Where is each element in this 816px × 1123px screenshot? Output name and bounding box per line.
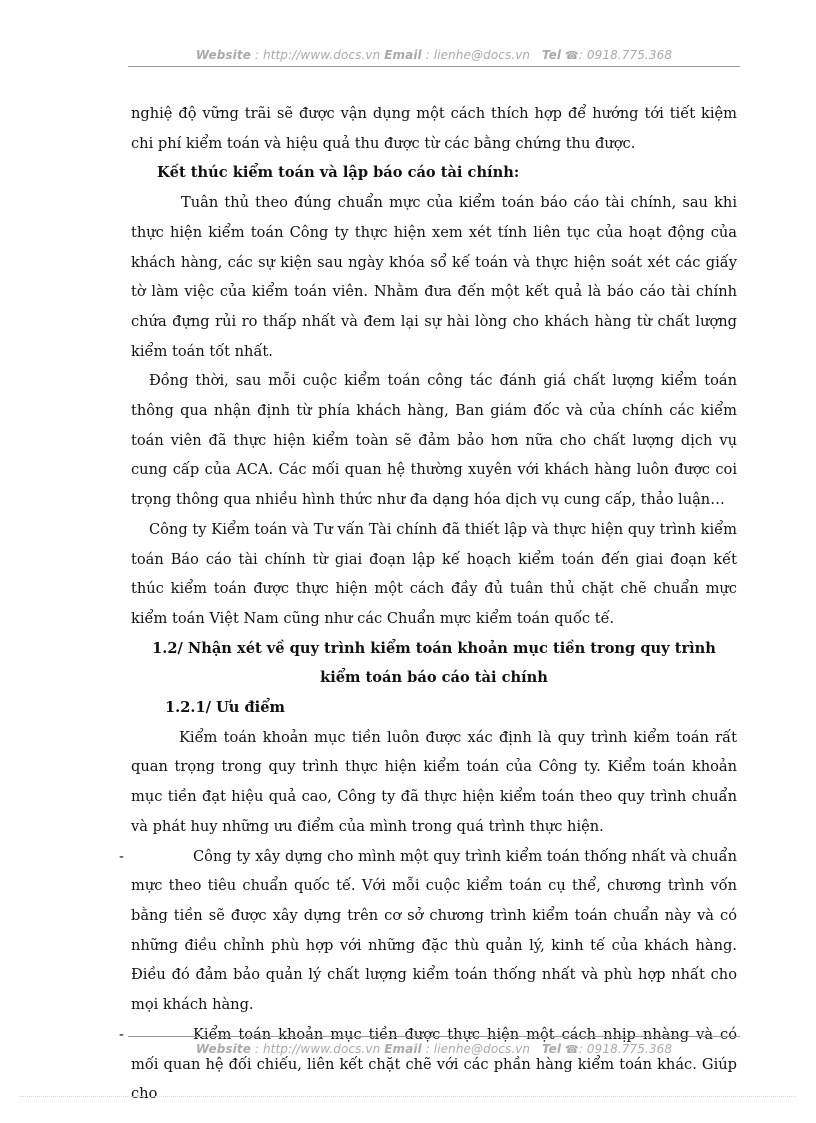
bullet-item-2: - Kiểm toán khoản mục tiền được thực hiện một cách nhịp nhàng và có mối quan hệ đối chiếu, liên kết chặt chẽ với các phần hàng kiểm toán khác. Giúp cho xyxy=(131,1020,737,1109)
paragraph-2: Tuân thủ theo đúng chuẩn mực của kiểm toán báo cáo tài chính, sau khi thực hiện kiểm toán Công ty thực hiện xem xét tính liên tục của hoạt động của khách hàng, các sự kiện sau ngày khóa sổ kế toán và thực hiện soát xét các giấy tờ làm việc của kiểm toán viên. Nhằm đưa đến một kết quả là báo cáo tài chính chứa đựng rủi ro thấp nhất và đem lại sự hài lòng cho khách hàng từ chất lượng kiểm toán tốt nhất. xyxy=(131,194,737,360)
footer-tel-label: Tel xyxy=(541,1042,562,1056)
footer-email-value[interactable]: lienhe@docs.vn xyxy=(433,1042,531,1056)
footer-email-label: Email xyxy=(384,1042,422,1056)
phone-icon: ☎ xyxy=(565,49,579,62)
paragraph-1: nghiệ độ vững trãi sẽ được vận dụng một cách thích hợp để hướng tới tiết kiệm chi phí kiểm toán và hiệu quả thu được từ các bằng chứng thu được. xyxy=(131,105,737,152)
page-footer: Website : http://www.docs.vn Email : lienhe@docs.vn Tel ☎: 0918.775.368 xyxy=(195,1042,673,1056)
header-rule xyxy=(128,66,740,67)
bullet-dash: - xyxy=(119,1025,124,1043)
header-email-label: Email xyxy=(384,48,422,62)
footer-website-label: Website xyxy=(195,1042,251,1056)
paragraph-5: Kiểm toán khoản mục tiền luôn được xác định là quy trình kiểm toán rất quan trọng trong quy trình thực hiện kiểm toán của Công ty. Kiểm toán khoản mục tiền đạt hiệu quả cao, Công ty đã thực hiện kiểm toán theo quy trình chuẩn và phát huy những ưu điểm của mình trong quá trình thực hiện. xyxy=(131,728,737,835)
section-heading-1-2: 1.2/ Nhận xét về quy trình kiểm toán khoản mục tiền trong quy trình kiểm toán báo cáo tài chính xyxy=(152,639,716,687)
section-heading-ket-thuc: Kết thúc kiểm toán và lập báo cáo tài chính: xyxy=(157,164,520,182)
phone-icon: ☎ xyxy=(565,1043,579,1056)
header-tel-value: 0918.775.368 xyxy=(586,48,673,62)
page-header: Website : http://www.docs.vn Email : lienhe@docs.vn Tel ☎: 0918.775.368 xyxy=(195,48,673,62)
document-body xyxy=(119,99,737,1109)
footer-tel-value: 0918.775.368 xyxy=(586,1042,673,1056)
header-website-label: Website xyxy=(195,48,251,62)
subsection-heading-1-2-1: 1.2.1/ Ưu điểm xyxy=(165,699,285,717)
footer-website-url[interactable]: http://www.docs.vn xyxy=(262,1042,381,1056)
bullet-item-1: - Công ty xây dựng cho mình một quy trình kiểm toán thống nhất và chuẩn mực theo tiêu chuẩn quốc tế. Với mỗi cuộc kiểm toán cụ thể, chương trình vốn bằng tiền sẽ được xây dựng trên cơ sở chương trình kiểm toán chuẩn này và có những điều chỉnh phù hợp với những đặc thù quản lý, kinh tế của khách hàng. Điều đó đảm bảo quản lý chất lượng kiểm toán thống nhất và phù hợp nhất cho mọi khách hàng. xyxy=(131,842,737,1020)
header-tel-label: Tel xyxy=(541,48,562,62)
page-bottom-dotted-line xyxy=(20,1096,796,1097)
bullet-dash: - xyxy=(119,847,124,865)
header-email-value[interactable]: lienhe@docs.vn xyxy=(433,48,531,62)
paragraph-3: Đồng thời, sau mỗi cuộc kiểm toán công tác đánh giá chất lượng kiểm toán thông qua nhận định từ phía khách hàng, Ban giám đốc và của chính các kiểm toán viên đã thực hiện kiểm toàn sẽ đảm bảo hơn nữa cho chất lượng dịch vụ cung cấp của ACA. Các mối quan hệ thường xuyên với khách hàng luôn được coi trọng thông qua nhiều hình thức như đa dạng hóa dịch vụ cung cấp, thảo luận… xyxy=(131,372,737,509)
header-website-url[interactable]: http://www.docs.vn xyxy=(262,48,381,62)
paragraph-4: Công ty Kiểm toán và Tư vấn Tài chính đã thiết lập và thực hiện quy trình kiểm toán Báo cáo tài chính từ giai đoạn lập kế hoạch kiểm toán đến giai đoạn kết thúc kiểm toán được thực hiện một cách đầy đủ tuân thủ chặt chẽ chuẩn mực kiểm toán Việt Nam cũng như các Chuẩn mực kiểm toán quốc tế. xyxy=(131,520,737,627)
footer-rule xyxy=(128,1036,740,1037)
